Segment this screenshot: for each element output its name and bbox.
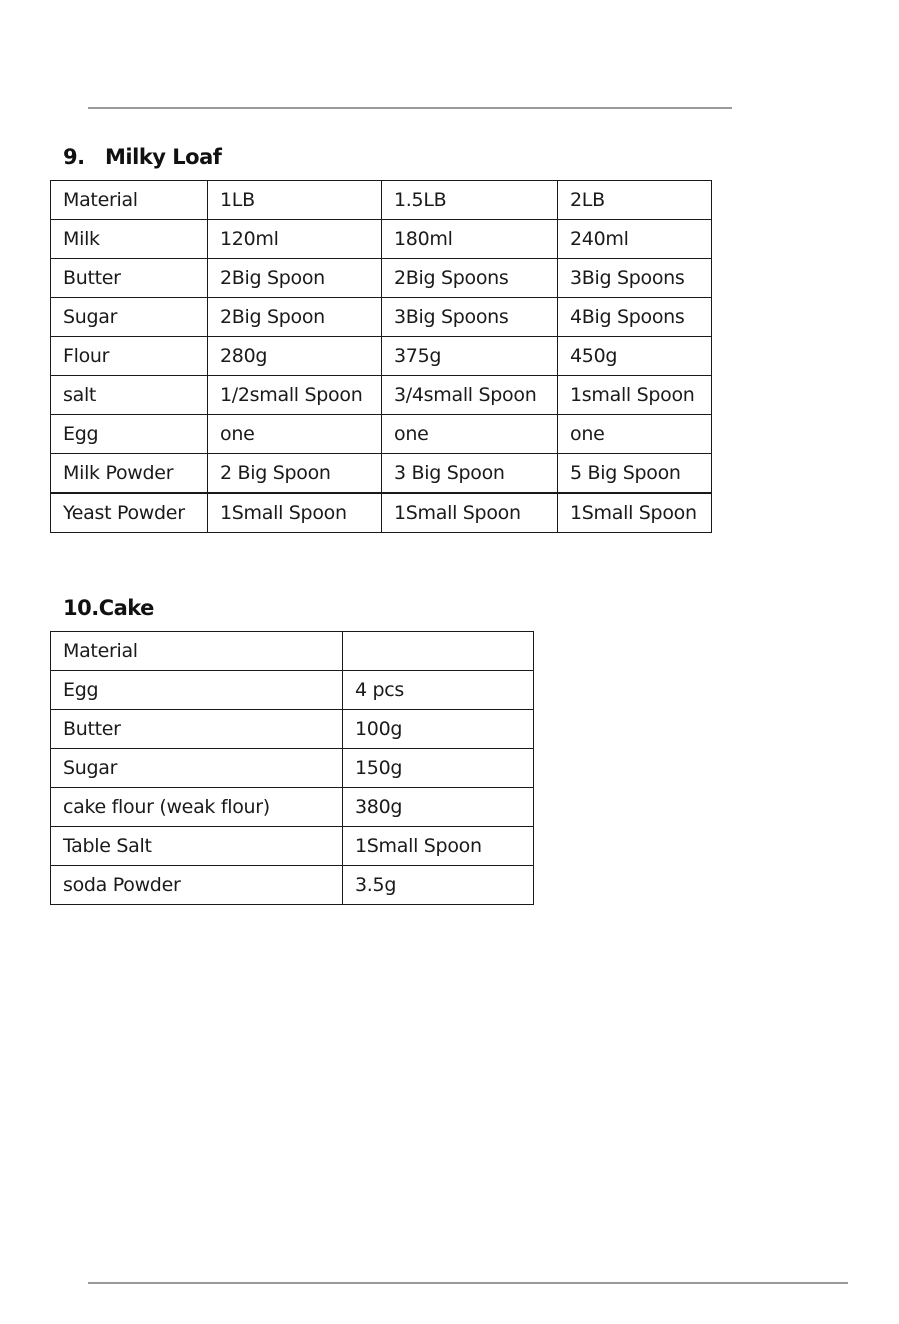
table-cell: 450g bbox=[558, 337, 712, 376]
bottom-divider bbox=[88, 1282, 848, 1284]
table-cell: Material bbox=[51, 632, 343, 671]
table-row bbox=[51, 220, 712, 259]
table-row bbox=[51, 298, 712, 337]
table-cell: 3 Big Spoon bbox=[382, 454, 558, 494]
table-cell: Sugar bbox=[51, 298, 208, 337]
table-cell: Butter bbox=[51, 259, 208, 298]
table-row bbox=[51, 788, 534, 827]
table-cell: 2LB bbox=[558, 181, 712, 220]
table-cell: Egg bbox=[51, 415, 208, 454]
table-cell: 1Small Spoon bbox=[208, 493, 382, 533]
table-cell: 1small Spoon bbox=[558, 376, 712, 415]
table-row bbox=[51, 337, 712, 376]
table-cell: 1LB bbox=[208, 181, 382, 220]
table-cell: 4Big Spoons bbox=[558, 298, 712, 337]
table-cell: Material bbox=[51, 181, 208, 220]
table-cell: 100g bbox=[343, 710, 534, 749]
section-title-cake: 10.Cake bbox=[63, 596, 154, 620]
table-cell: Butter bbox=[51, 710, 343, 749]
table-cell: 120ml bbox=[208, 220, 382, 259]
table-row bbox=[51, 632, 534, 671]
table-cell: Milk Powder bbox=[51, 454, 208, 494]
table-cell: 1Small Spoon bbox=[558, 493, 712, 533]
table-cell: 4 pcs bbox=[343, 671, 534, 710]
table-cell: 1Small Spoon bbox=[343, 827, 534, 866]
table-cell: 1.5LB bbox=[382, 181, 558, 220]
table-cell: 380g bbox=[343, 788, 534, 827]
table-cell: Milk bbox=[51, 220, 208, 259]
table-cell: 5 Big Spoon bbox=[558, 454, 712, 494]
table-row bbox=[51, 259, 712, 298]
table-cell: Table Salt bbox=[51, 827, 343, 866]
table-cell: 1Small Spoon bbox=[382, 493, 558, 533]
table-cell: 240ml bbox=[558, 220, 712, 259]
table-cell: 280g bbox=[208, 337, 382, 376]
table-row bbox=[51, 749, 534, 788]
table-cell: 3Big Spoons bbox=[382, 298, 558, 337]
table-cell: one bbox=[208, 415, 382, 454]
table-row bbox=[51, 454, 712, 494]
table-row bbox=[51, 866, 534, 905]
table-cell: Yeast Powder bbox=[51, 493, 208, 533]
table-row bbox=[51, 493, 712, 533]
table-cell: 3Big Spoons bbox=[558, 259, 712, 298]
table-cell: 3/4small Spoon bbox=[382, 376, 558, 415]
table-cell: 2Big Spoons bbox=[382, 259, 558, 298]
cake-table bbox=[50, 631, 534, 905]
table-cell: Egg bbox=[51, 671, 343, 710]
table-cell: 2Big Spoon bbox=[208, 259, 382, 298]
milky-loaf-table bbox=[50, 180, 712, 533]
table-cell: 3.5g bbox=[343, 866, 534, 905]
table-row bbox=[51, 376, 712, 415]
table-row bbox=[51, 415, 712, 454]
table-cell: 150g bbox=[343, 749, 534, 788]
table-cell: 2 Big Spoon bbox=[208, 454, 382, 494]
table-cell: one bbox=[382, 415, 558, 454]
table-row bbox=[51, 671, 534, 710]
table-cell bbox=[343, 632, 534, 671]
table-cell: salt bbox=[51, 376, 208, 415]
table-row bbox=[51, 710, 534, 749]
section-title-milky-loaf: 9. Milky Loaf bbox=[63, 145, 222, 169]
table-cell: one bbox=[558, 415, 712, 454]
table-cell: Flour bbox=[51, 337, 208, 376]
table-row bbox=[51, 181, 712, 220]
table-cell: 375g bbox=[382, 337, 558, 376]
table-cell: 2Big Spoon bbox=[208, 298, 382, 337]
table-cell: cake flour (weak flour) bbox=[51, 788, 343, 827]
table-cell: Sugar bbox=[51, 749, 343, 788]
table-cell: 180ml bbox=[382, 220, 558, 259]
top-divider bbox=[88, 107, 732, 109]
table-row bbox=[51, 827, 534, 866]
table-cell: soda Powder bbox=[51, 866, 343, 905]
table-cell: 1/2small Spoon bbox=[208, 376, 382, 415]
